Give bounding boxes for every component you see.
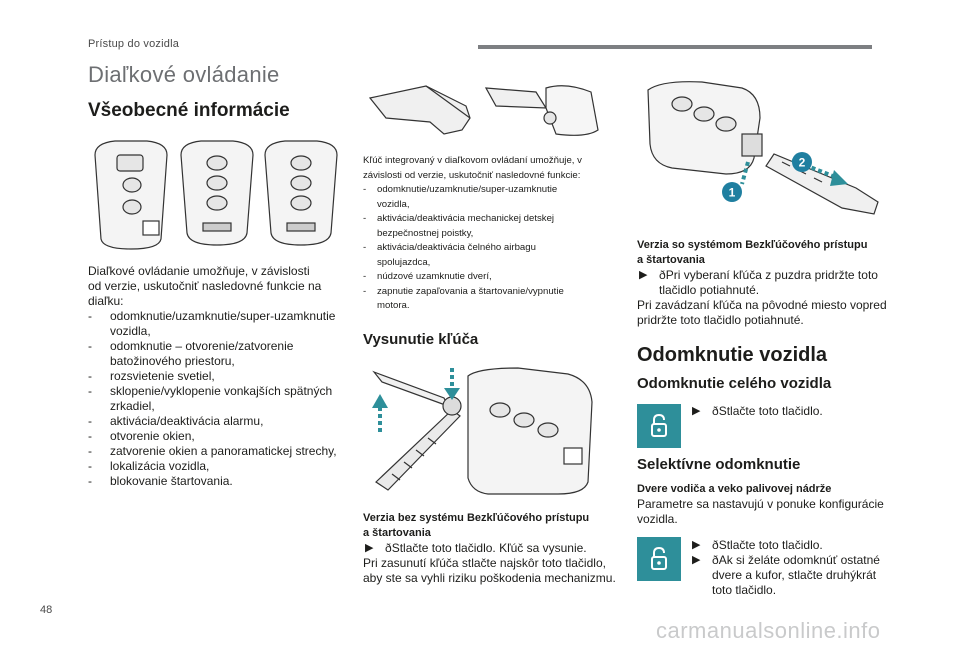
key-extract-text: Verzia bez systému Bezkľúčového prístupu a štartovania ð ▶ Stlačte toto tlačidlo. Kľúč sa vysunie. Pri zasunutí kľúča stlačte najskôr toto tlačidlo, aby ste sa vyhli riziku poškodenia mechanizmu. xyxy=(363,511,623,586)
list-item: - lokalizácia vozidla, xyxy=(88,459,348,474)
key-function-list xyxy=(363,183,613,314)
bullet-icon: ð ▶ xyxy=(365,542,374,554)
watermark: carmanualsonline.info xyxy=(656,618,881,643)
list-item: - núdzové uzamknutie dverí, xyxy=(363,270,613,285)
header-rule xyxy=(478,45,872,49)
bullet-icon: ð ▶ xyxy=(692,539,701,551)
step-badge-1: 1 xyxy=(728,185,736,200)
step-badge-2: 2 xyxy=(798,155,806,170)
bullet-icon: ð ▶ xyxy=(639,269,648,281)
list-item: - odomknutie/uzamknutie/super-uzamknutie vozidla, xyxy=(88,309,348,339)
page-number: 48 xyxy=(40,604,53,616)
unlock-all-bullet: ð ▶ Stlačte toto tlačidlo. xyxy=(690,404,960,419)
list-item: - odomknutie/uzamknutie/super-uzamknutie vozidla, xyxy=(363,183,613,212)
list-item: - sklopenie/vyklopenie vonkajších spätných zrkadiel, xyxy=(88,384,348,414)
selective-text: Dvere vodiča a veko palivovej nádrže Parametre sa nastavujú v ponuke konfigurácie vozidla. xyxy=(637,483,884,526)
unlock-button-icon-2 xyxy=(637,537,681,581)
instruction-bullet: ð ▶ Ak si želáte odomknúť ostatné dvere a kufor, stlačte druhýkrát toto tlačidlo. xyxy=(690,553,890,598)
list-item: - aktivácia/deaktivácia alarmu, xyxy=(88,414,348,429)
instruction-bullet: ð ▶ Pri vyberaní kľúča z puzdra pridržte toto tlačidlo potiahnuté. xyxy=(637,268,902,298)
list-item: - otvorenie okien, xyxy=(88,429,348,444)
instruction-bullet: ð ▶ Stlačte toto tlačidlo. Kľúč sa vysunie. xyxy=(363,541,623,556)
list-item: - zapnutie zapaľovania a štartovanie/vypnutie motora. xyxy=(363,285,613,314)
keyless-key-illustration xyxy=(642,78,882,230)
list-item: - aktivácia/deaktivácia čelného airbagu spolujazdca, xyxy=(363,241,613,270)
heading-selective-unlock: Selektívne odomknutie xyxy=(637,456,801,473)
section-label: Prístup do vozidla xyxy=(88,38,180,50)
list-item: - rozsvietenie svetiel, xyxy=(88,369,348,384)
function-list xyxy=(88,309,348,489)
key-extract-illustration xyxy=(368,362,608,502)
heading-unlock-vehicle: Odomknutie vozidla xyxy=(637,344,828,366)
general-intro: Diaľkové ovládanie umožňuje, v závislosti od verzie, uskutočniť nasledovné funkcie na diaľku: - odomknutie/uzamknutie/super-uzamknutie vozidla, - odomknutie – otvorenie/zatvorenie batožinového priestoru, - rozsvietenie svetiel, - sklopenie/vyklopenie vonkajších spätných zrkadiel, - aktivácia/deaktivácia alarmu, - otvorenie okien, - zatvorenie okien a panoramatickej strechy, - lokalizácia vozidla, - blokovanie štartovania. xyxy=(88,264,348,489)
bullet-icon: ð ▶ xyxy=(692,554,701,566)
bullet-icon: ð ▶ xyxy=(692,405,701,417)
integrated-key-illustration xyxy=(366,78,606,148)
list-item: - odomknutie – otvorenie/zatvorenie batožinového priestoru, xyxy=(88,339,348,369)
selective-bullets xyxy=(690,538,890,598)
heading-unlock-all: Odomknutie celého vozidla xyxy=(637,375,832,392)
keyless-text: Verzia so systémom Bezkľúčového prístupu a štartovania ð ▶ Pri vyberaní kľúča z puzdra pridržte toto tlačidlo potiahnuté. Pri zavádzaní kľúča na pôvodné miesto vopred pridržte toto tlačidlo potiahnuté. xyxy=(637,238,902,328)
integrated-key-text: Kľúč integrovaný v diaľkovom ovládaní umožňuje, v závislosti od verzie, uskutočniť nasledovné funkcie: - odomknutie/uzamknutie/super-uzamknutie vozidla, - aktivácia/deaktivácia mechanickej detskej bezpečnostnej poistky, - aktivácia/deaktivácia čelného airbagu spolujazdca, - núdzové uzamknutie dverí, - zapnutie zapaľovania a štartovanie/vypnutie motora. xyxy=(363,154,613,314)
list-item: - aktivácia/deaktivácia mechanickej detskej bezpečnostnej poistky, xyxy=(363,212,613,241)
key-fobs-illustration xyxy=(85,135,347,253)
heading-key-extract: Vysunutie kľúča xyxy=(363,331,479,348)
instruction-bullet: ð ▶ Stlačte toto tlačidlo. xyxy=(690,538,890,553)
unlock-button-icon xyxy=(637,404,681,448)
list-item: - blokovanie štartovania. xyxy=(88,474,348,489)
list-item: - zatvorenie okien a panoramatickej strechy, xyxy=(88,444,348,459)
heading-general-info: Všeobecné informácie xyxy=(88,100,290,121)
page-title: Diaľkové ovládanie xyxy=(88,62,280,87)
